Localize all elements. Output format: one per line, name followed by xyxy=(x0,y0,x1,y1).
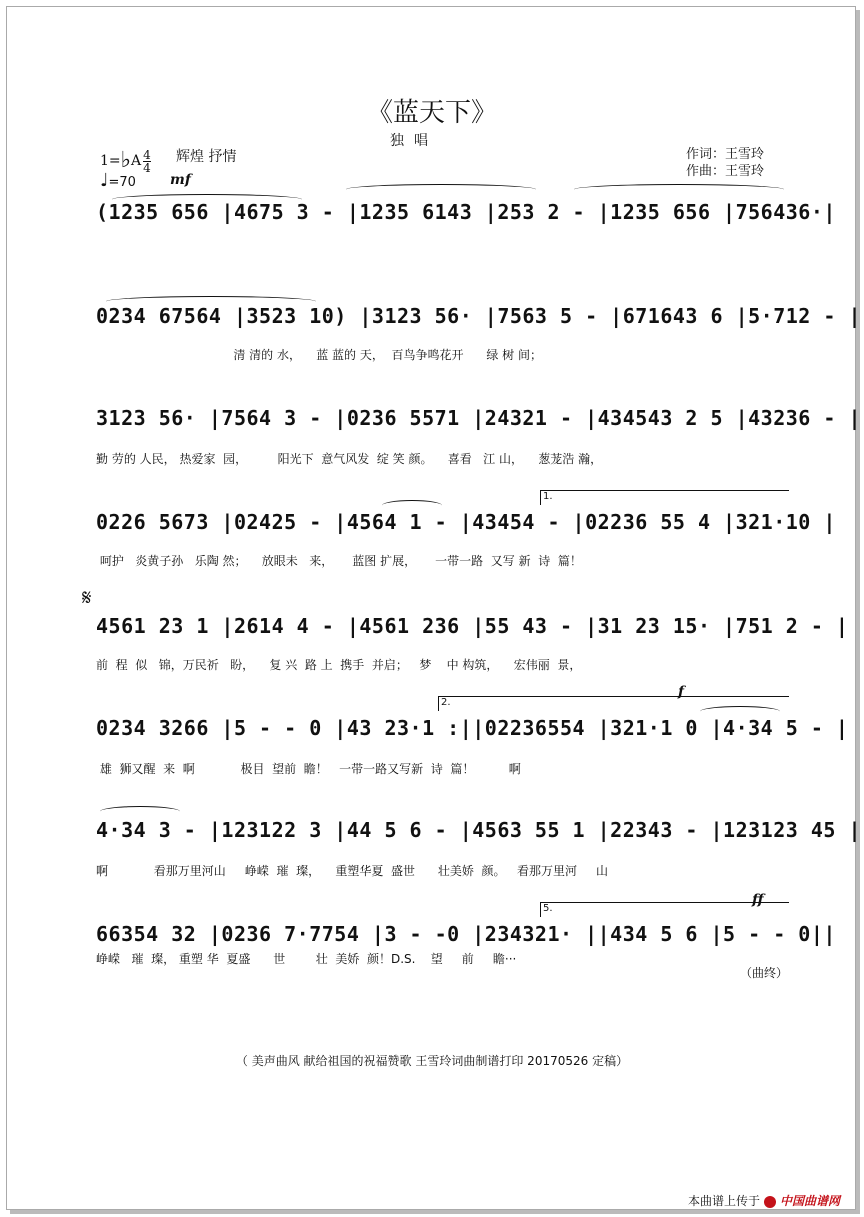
lyric-line-8: 峥嵘 璀 璨， 重塑 华 夏盛 世 壮 美娇 颜！D.S. 望 前 瞻··· xyxy=(96,952,517,966)
footer-note: （ 美声曲风 献给祖国的祝福赞歌 王雪玲词曲制谱打印 20170526 定稿） xyxy=(235,1054,629,1068)
lyric-line-7: 啊 看那万里河山 峥嵘 璀 璨， 重塑华夏 盛世 壮美娇 颜。 看那万里河 山 xyxy=(96,864,609,878)
dynamic-mf: mf xyxy=(170,172,191,188)
key-letter: A xyxy=(131,153,142,169)
time-signature xyxy=(143,149,151,174)
volta-second-ending: 2. xyxy=(438,696,789,711)
segno-icon: 𝄋 xyxy=(82,586,92,611)
score-line-7: 4·34 3 - |123122 3 |44 5 6 - |4563 55 1 |22343 - |123123 45 | xyxy=(96,818,862,842)
slur xyxy=(574,184,784,195)
score-line-5: 4561 23 1 |2614 4 - |4561 236 |55 43 - |31 23 15· |751 2 - | xyxy=(96,614,849,638)
dynamic-ff: ff xyxy=(752,892,764,908)
lyric-line-5: 前 程 似 锦，万民祈 盼， 复 兴 路 上 携手 并启； 梦 中 构筑， 宏伟丽 景， xyxy=(96,658,582,672)
site-logo-icon xyxy=(764,1196,776,1208)
score-line-6: 0234 3266 |5 - - 0 |43 23·1 :||02236554 |321·1 0 |4·34 5 - | xyxy=(96,716,849,740)
expression-marking: 辉煌 抒情 xyxy=(176,149,237,165)
composer: 作曲：王雪玲 xyxy=(686,164,765,179)
lyric-line-4: 呵护 炎黄子孙 乐陶 然； 放眼未 来， 蓝图 扩展， 一带一路 又写 新 诗 篇！ xyxy=(96,554,582,568)
credits xyxy=(686,146,764,180)
slur xyxy=(100,806,180,817)
tempo-marking xyxy=(100,170,136,191)
time-top: 4 xyxy=(143,147,151,162)
score-line-1: (1235 656 |4675 3 - |1235 6143 |253 2 - |1235 656 |756436·| xyxy=(96,200,836,224)
score-line-8: 66354 32 |0236 7·7754 |3 - -0 |234321· ||434 5 6 |5 - - 0|| xyxy=(96,922,836,946)
lyricist: 作词：王雪玲 xyxy=(686,147,765,162)
time-bottom: 4 xyxy=(143,160,151,175)
slur xyxy=(346,184,536,195)
upload-prefix: 本曲谱上传于 xyxy=(687,1194,760,1208)
tempo-value: =70 xyxy=(108,175,136,190)
volta-first-ending: 1. xyxy=(540,490,789,505)
song-title: 《蓝天下》 xyxy=(366,98,497,128)
lyric-line-2: 清 清的 水， 蓝 蓝的 天， 百鸟争鸣花开 绿 树 间； xyxy=(96,348,542,362)
score-line-2: 0234 67564 |3523 10) |3123 56· |7563 5 - |671643 6 |5·712 - | xyxy=(96,304,862,328)
fine-marking: （曲终） xyxy=(740,966,789,980)
site-name: 中国曲谱网 xyxy=(779,1194,840,1208)
performance-type: 独唱 xyxy=(390,133,438,149)
lyric-line-3: 勤 劳的 人民， 热爱家 园， 阳光下 意气风发 绽 笑 颜。 喜看 江 山， 葱茏浩 瀚， xyxy=(96,452,603,466)
volta-final-ending: 5. xyxy=(540,902,789,917)
score-line-3: 3123 56· |7564 3 - |0236 5571 |24321 - |434543 2 5 |43236 - | xyxy=(96,406,862,430)
dynamic-f: f xyxy=(678,684,685,700)
flat-icon: ♭ xyxy=(120,148,132,173)
score-line-4: 0226 5673 |02425 - |4564 1 - |43454 - |02236 55 4 |321·10 | xyxy=(96,510,836,534)
quarter-note-icon: ♩ xyxy=(100,170,109,191)
lyric-line-6: 雄 狮又醒 来 啊 极目 望前 瞻！ 一带一路又写新 诗 篇！ 啊 xyxy=(96,762,521,776)
upload-credit xyxy=(688,1192,840,1209)
key-prefix: 1= xyxy=(100,153,121,169)
